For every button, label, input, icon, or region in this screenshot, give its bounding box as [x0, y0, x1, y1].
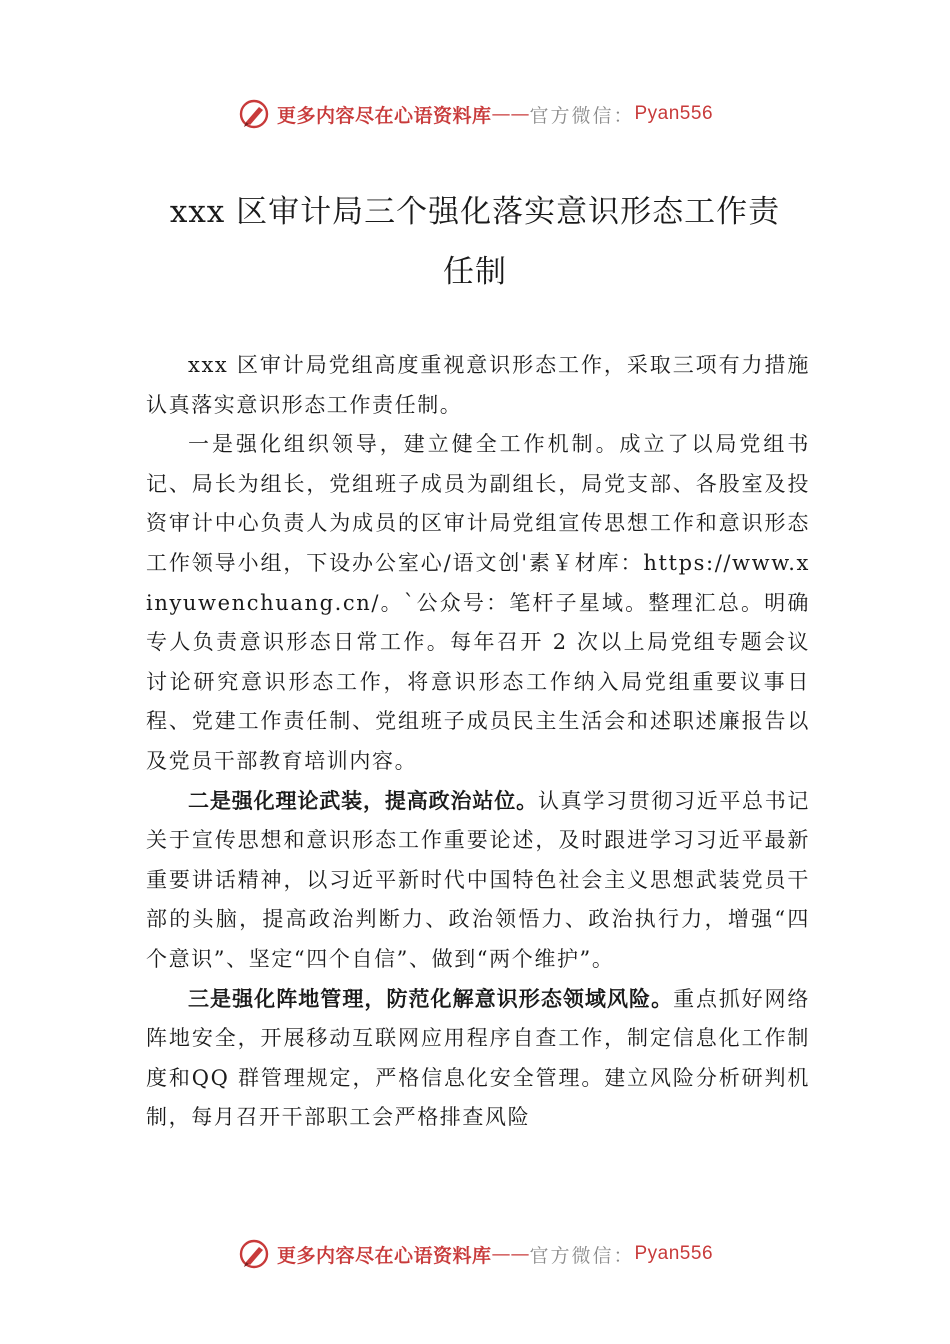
paragraph-theory-lead: 二是强化理论武装，提高政治站位。 — [188, 788, 538, 813]
watermark-dash: —— — [491, 103, 530, 125]
watermark-brand: 更多内容尽在心语资料库 — [276, 1244, 492, 1267]
watermark-brand: 更多内容尽在心语资料库 — [276, 104, 492, 127]
footer-watermark — [0, 1236, 950, 1272]
paragraph-positions-rest: 重点抓好网络阵地安全，开展移动互联网应用程序自查工作，制定信息化工作制度和QQ 群管理规定，严格信息化安全管理。建立风险分析研判机制，每月召开干部职工会严格排查风险 — [146, 986, 810, 1130]
document-body — [146, 346, 810, 1138]
pen-logo-icon — [237, 97, 271, 131]
pen-logo-icon — [237, 1237, 271, 1271]
watermark-wechat-id: Pyan556 — [634, 1243, 714, 1264]
document-title — [120, 182, 830, 302]
watermark-wechat-id: Pyan556 — [634, 103, 714, 124]
paragraph-positions — [146, 980, 810, 1138]
paragraph-positions-lead: 三是强化阵地管理，防范化解意识形态领域风险。 — [188, 986, 674, 1011]
header-watermark — [0, 96, 950, 132]
title-line-2: 任制 — [443, 254, 507, 290]
paragraph-theory-rest: 认真学习贯彻习近平总书记关于宣传思想和意识形态工作重要论述，及时跟进学习习近平最新重要讲话精神，以习近平新时代中国特色社会主义思想武装党员干部的头脑，提高政治判断力、政治领悟力、政治执行力，增强“四个意识”、坚定“四个自信”、做到“两个维护”。 — [146, 788, 810, 971]
watermark-dash: —— — [491, 1243, 530, 1265]
watermark-wechat-label: 官方微信： — [529, 1244, 635, 1267]
watermark-wechat-label: 官方微信： — [529, 104, 635, 127]
title-line-1: xxx 区审计局三个强化落实意识形态工作责 — [169, 194, 781, 230]
paragraph-intro: xxx 区审计局党组高度重视意识形态工作，采取三项有力措施认真落实意识形态工作责任制。 — [146, 353, 810, 417]
paragraph-organization: 一是强化组织领导，建立健全工作机制。成立了以局党组书记、局长为组长，党组班子成员为副组长，局党支部、各股室及投资审计中心负责人为成员的区审计局党组宣传思想工作和意识形态工作领导小组，下设办公室心/语文创'素￥材库：https://www.xinyuwenchuang.cn/。`公众号：笔杆子星域。整理汇总。明确专人负责意识形态日常工作。每年召开 2 次以上局党组专题会议讨论研究意识形态工作，将意识形态工作纳入局党组重要议事日程、党建工作责任制、党组班子成员民主生活会和述职述廉报告以及党员干部教育培训内容。 — [146, 432, 810, 773]
paragraph-theory — [146, 782, 810, 980]
